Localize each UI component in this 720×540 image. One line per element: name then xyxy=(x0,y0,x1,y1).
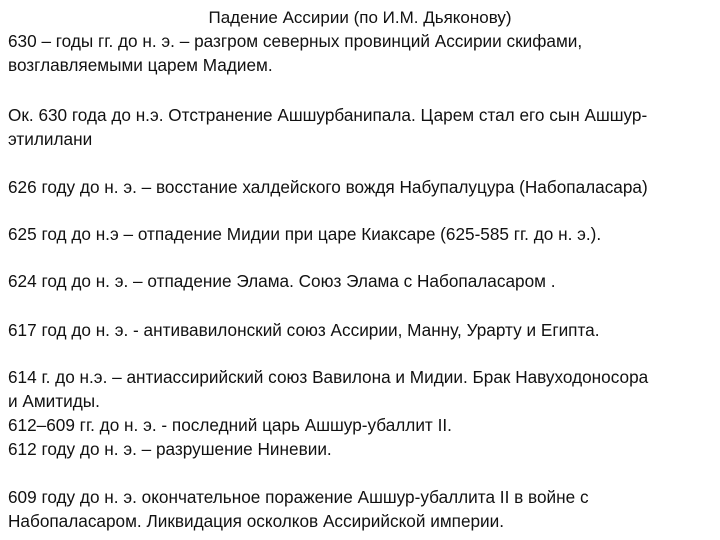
paragraph-5-line-1: 624 год до н. э. – отпадение Элама. Союз Элама с Набопаласаром . xyxy=(8,271,556,291)
slide-title: Падение Ассирии (по И.М. Дьяконову) xyxy=(208,8,512,27)
paragraph-1-line-2: возглавляемыми царем Мадием. xyxy=(8,55,273,75)
paragraph-1-line-1: 630 – годы гг. до н. э. – разгром северных провинций Ассирии скифами, xyxy=(8,31,583,51)
paragraph-8-line-1: 609 году до н. э. окончательное поражение Ашшур-убаллита II в войне с xyxy=(8,487,589,507)
paragraph-8-line-2: Набопаласаром. Ликвидация осколков Ассирийской империи. xyxy=(8,511,505,531)
paragraph-6-line-1: 617 год до н. э. - антивавилонский союз Ассирии, Манну, Урарту и Египта. xyxy=(8,320,600,340)
paragraph-7-line-3: 612–609 гг. до н. э. - последний царь Ашшур-убаллит II. xyxy=(8,415,452,435)
paragraph-7-line-4: 612 году до н. э. – разрушение Ниневии. xyxy=(8,439,332,459)
paragraph-3-line-1: 626 году до н. э. – восстание халдейского вождя Набупалуцура (Набопаласара) xyxy=(8,177,648,197)
paragraph-2-line-1: Ок. 630 года до н.э. Отстранение Ашшурбанипала. Царем стал его сын Ашшур- xyxy=(8,105,648,125)
paragraph-4-line-1: 625 год до н.э – отпадение Мидии при царе Киаксаре (625-585 гг. до н. э.). xyxy=(8,224,602,244)
paragraph-2-line-2: этилилани xyxy=(8,129,93,149)
paragraph-7-line-2: и Амитиды. xyxy=(8,391,100,411)
paragraph-7-line-1: 614 г. до н.э. – антиассирийский союз Вавилона и Мидии. Брак Навуходоносора xyxy=(8,367,649,387)
